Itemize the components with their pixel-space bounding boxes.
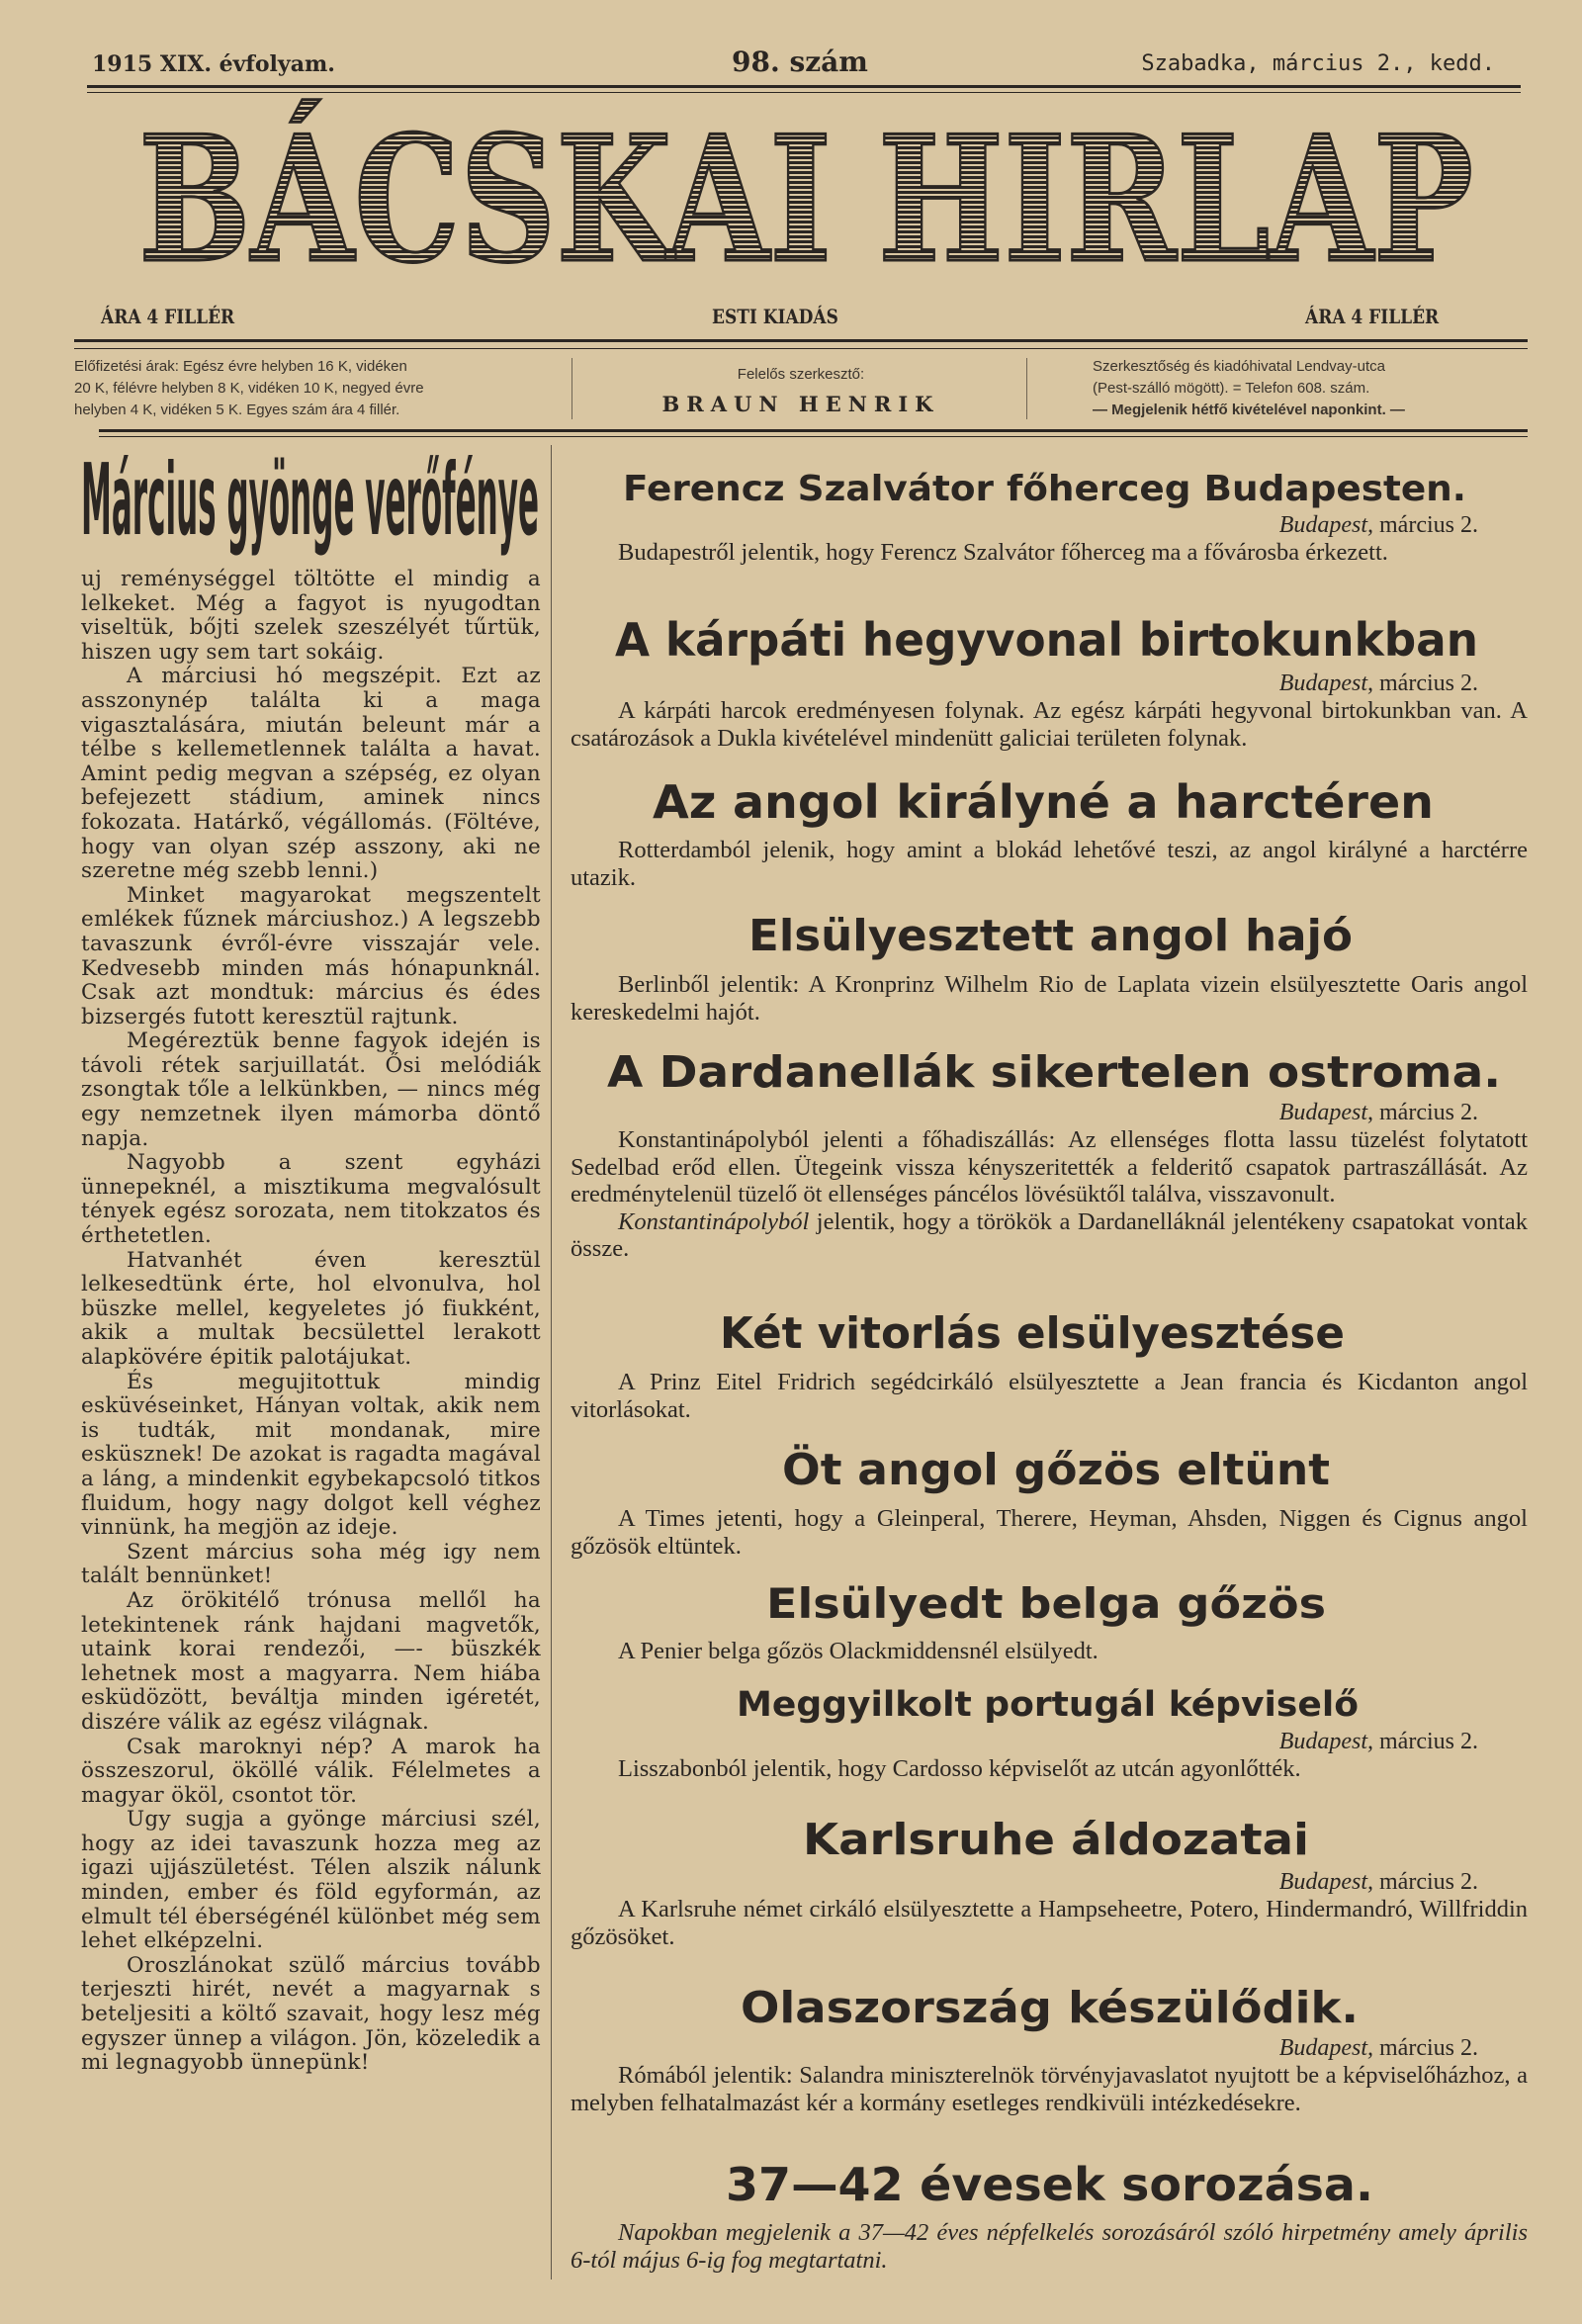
article bbox=[571, 2158, 1528, 2274]
subscription-prices bbox=[74, 356, 544, 421]
article-body: A Penier belga gőzös Olackmiddensnél elsülyedt. bbox=[618, 1638, 1099, 1664]
paragraph: uj reménységgel töltötte el mindig a lelkeket. Még a fagyot is nyugodtan viseltük, bőjti szelek szeszélyét tűrtük, hiszen ugy sem tart sokáig. bbox=[81, 567, 541, 665]
subscription-line: helyben 4 K, vidéken 5 K. Egyes szám ára 4 fillér. bbox=[74, 402, 400, 418]
rule bbox=[74, 348, 1528, 349]
article-body: Berlinből jelentik: A Kronprinz Wilhelm Rio de Laplata vizein elsülyesztette Oaris angol kereskedelmi hajót. bbox=[571, 971, 1528, 1026]
article-body: Napokban megjelenik a 37—42 éves népfelkelés sorozásáról szóló hirpetmény amely április 6-tól május 6-ig fog megtartatni. bbox=[571, 2219, 1528, 2274]
article bbox=[571, 1578, 1528, 1665]
headline: Öt angol gőzös eltünt bbox=[782, 1445, 1312, 1495]
headline: Az angol királyné a harctéren bbox=[653, 775, 1434, 829]
editor-label: Felelős szerkesztő: bbox=[737, 366, 865, 383]
headline: 37—42 évesek sorozása. bbox=[726, 2158, 1373, 2211]
paragraph: Minket magyarokat megszentelt emlékek fűznek márciushoz.) A legszebb tavaszunk évről-évre visszajár vele. Kedvesebb minden más hónapunknál. Csak azt mondtuk: március és édes bizsergés futott keresztül rajtunk. bbox=[81, 882, 541, 1029]
article bbox=[571, 1444, 1528, 1560]
editor-name: BRAUN HENRIK bbox=[661, 392, 940, 416]
article bbox=[571, 910, 1528, 1026]
place-date: Szabadka, március 2., kedd. bbox=[1141, 51, 1495, 76]
paragraph: Csak maroknyi nép? A marok ha összeszorul, ököllé válik. Félelmetes a magyar ököl, csontot tör. bbox=[81, 1734, 541, 1808]
rule bbox=[87, 92, 1521, 93]
paragraph: És megujitottuk mindig esküvéseinket, Hányan voltak, akik nem is tudták, mit mondanak, mire esküsznek! De azokat is ragadta magával a láng, a mindenkit egybekapcsoló titkos fluidum, hogy nagy dolgot kell véghez vinnünk, ha megjön az ideje. bbox=[81, 1369, 541, 1541]
column-divider bbox=[551, 445, 552, 2279]
article-body: A Times jetenti, hogy a Gleinperal, Therere, Heyman, Ahsden, Niggen és Cignus angol gőzösök eltüntek. bbox=[571, 1505, 1528, 1560]
article bbox=[571, 1046, 1528, 1263]
office-info bbox=[1093, 356, 1528, 421]
svg-text:BÁCSKAI HIRLAP: BÁCSKAI HIRLAP bbox=[138, 99, 1473, 302]
rule bbox=[99, 436, 1528, 437]
left-article-body bbox=[81, 568, 541, 2076]
year-info: 1915 XIX. évfolyam. bbox=[92, 51, 335, 77]
paragraph: Oroszlánokat szülő március tovább terjeszti hirét, nevét a magyarnak s beteljesiti a költő szavait, hogy lesz még egyszer ünnep a világon. Jön, közeledik a mi legnagyobb ünnepünk! bbox=[81, 1952, 541, 2076]
edition: ESTI KIADÁS bbox=[712, 305, 838, 328]
article-body: Rómából jelentik: Salandra miniszterelnök törvényjavaslatot nyujtott be a képviselőházhoz, a melyben felhatalmazást kér a kormány esetleges rendkivüli intézkedésekre. bbox=[571, 2062, 1528, 2116]
dateline: Budapest, március 2. bbox=[1278, 1729, 1478, 1754]
divider bbox=[571, 358, 572, 419]
office-line: (Pest-szálló mögött). = Telefon 608. szám. bbox=[1093, 380, 1370, 397]
headline: Elsülyedt belga gőzös bbox=[766, 1579, 1326, 1628]
headline: Meggyilkolt portugál képviselő bbox=[737, 1685, 1359, 1725]
dateline: Budapest, március 2. bbox=[1278, 512, 1478, 538]
headline: Két vitorlás elsülyesztése bbox=[720, 1308, 1345, 1359]
article bbox=[571, 1814, 1528, 1950]
office-line: — Megjelenik hétfő kivételével naponkint. — bbox=[1093, 402, 1405, 418]
paragraph: Szent március soha még igy nem talált bennünket! bbox=[81, 1539, 541, 1589]
office-line: Szerkesztőség és kiadóhivatal Lendvay-utca bbox=[1093, 358, 1386, 375]
dateline: Budapest, március 2. bbox=[1278, 2035, 1478, 2061]
subscription-line: 20 K, félévre helyben 8 K, vidéken 10 K, negyed évre bbox=[74, 380, 424, 397]
dateline: Budapest, március 2. bbox=[1278, 1869, 1478, 1895]
headline: A kárpáti hegyvonal birtokunkban bbox=[615, 613, 1478, 667]
paragraph: Megéreztük benne fagyok idején is távoli rétek sarjuillatát. Ősi melódiák zsongtak tőle a lelkünkben, — nincs még egy nemzetnek ilyen mámorba döntő napja. bbox=[81, 1028, 541, 1151]
subscription-line: Előfizetési árak: Egész évre helyben 16 K, vidéken bbox=[74, 358, 407, 375]
rule bbox=[87, 85, 1521, 88]
article bbox=[571, 613, 1528, 752]
paragraph: Nagyobb a szent egyházi ünnepeknél, a misztikuma megvalósult tények egész sorozata, nem titokzatos és érthetetlen. bbox=[81, 1150, 541, 1249]
article-body: A kárpáti harcok eredményesen folynak. Az egész kárpáti hegyvonal birtokunkban van. A csatározások a Dukla kivételével mindenütt galiciai területen folynak. bbox=[571, 697, 1528, 752]
headline: Karlsruhe áldozatai bbox=[803, 1815, 1309, 1865]
masthead-title bbox=[138, 97, 1475, 303]
article bbox=[571, 1307, 1528, 1423]
headline: Olaszország készülődik. bbox=[741, 1983, 1359, 2033]
article-body: Budapestről jelentik, hogy Ferencz Szalvátor főherceg ma a fővárosba érkezett. bbox=[618, 539, 1388, 566]
headline: Ferencz Szalvátor főherceg Budapesten. bbox=[623, 469, 1466, 509]
paragraph: A márciusi hó megszépit. Ezt az asszonynép találta ki a maga vigasztalására, miután beleunt már a télbe s kellemetlennek találta a havat. Amint pedig megvan a szépség, ez olyan befejezett stádium, aminek nincs fokozata. Határkő, végállomás. (Föltéve, hogy van olyan szép asszony, aki ne szeretne még szebb lenni.) bbox=[81, 664, 541, 884]
paragraph: Hatvanhét éven keresztül lelkesedtünk érte, hol elvonulva, hol büszke mellel, kegyeletes jó fiukként, akik a multak becsülettel lerakott alapkövére épitik palotájukat. bbox=[81, 1247, 541, 1370]
article bbox=[571, 1683, 1528, 1783]
divider bbox=[1026, 358, 1027, 419]
svg-text:Március gyönge verőfénye: Március gyönge verőfénye bbox=[81, 442, 539, 558]
issue-number: 98. szám bbox=[732, 45, 868, 78]
article bbox=[571, 467, 1528, 567]
dateline: Budapest, március 2. bbox=[1278, 1100, 1478, 1125]
article-body: Lisszabonból jelentik, hogy Cardosso képviselőt az utcán agyonlőtték. bbox=[618, 1755, 1301, 1782]
article-body: A Karlsruhe német cirkáló elsülyesztette a Hampseheetre, Potero, Hindermandró, Willfriddin gőzösöket. bbox=[571, 1896, 1528, 1950]
left-article-title bbox=[81, 441, 541, 562]
article-body: Rotterdamból jelenik, hogy amint a blokád lehetővé teszi, az angol királyné a harctérre utazik. bbox=[571, 837, 1528, 891]
headline: A Dardanellák sikertelen ostroma. bbox=[607, 1047, 1501, 1098]
article bbox=[571, 775, 1528, 891]
article-body: A Prinz Eitel Fridrich segédcirkáló elsülyesztette a Jean francia és Kicdanton angol vitorlásokat. bbox=[571, 1369, 1528, 1423]
paragraph: Ugy sugja a gyönge márciusi szél, hogy az idei tavaszunk hozza meg az igazi ujjászületést. Télen alszik nálunk minden, ember és föld egyformán, az elmult tél éberségénél különbet még sem lehet elképzelni. bbox=[81, 1807, 541, 1954]
price-right: ÁRA 4 FILLÉR bbox=[1305, 305, 1440, 328]
headline: Elsülyesztett angol hajó bbox=[748, 911, 1353, 961]
rule bbox=[99, 429, 1528, 432]
dateline: Budapest, március 2. bbox=[1278, 670, 1478, 696]
article-body: Konstantinápolyból jelentik, hogy a törökök a Dardanelláknál jelentékeny csapatokat vontak össze. bbox=[571, 1207, 1528, 1262]
rule bbox=[74, 339, 1528, 342]
paragraph: Az örökitélő trónusa mellől ha letekintenek ránk hajdani magvetők, utaink korai rendezői, —- büszkék lehetnek most a magyarra. Nem hiába esküdözött, beváltja minden igéretét, diszére válik az egész világnak. bbox=[81, 1587, 541, 1735]
article-body: Konstantinápolyból jelenti a főhadiszállás: Az ellenséges flotta lassu tüzelést folytatott Sedelbad erőd ellen. Ütegeink vissza kényszeritették a felderitő csapatok partraszállását. Az eredménytelenül tüzelő öt ellenséges páncélos lövésüktől találva, visszavonult. bbox=[571, 1126, 1528, 1207]
article bbox=[571, 1982, 1528, 2116]
price-left: ÁRA 4 FILLÉR bbox=[101, 305, 235, 328]
editor-block bbox=[573, 364, 1028, 416]
